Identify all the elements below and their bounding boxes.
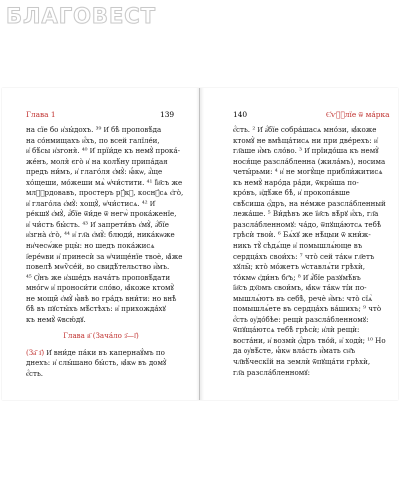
text-line: разсла́бленномꙋ: ча́до, ѿпꙋща́ютсѧ тебѣ̀: [233, 219, 382, 229]
page-number: 140: [233, 110, 248, 119]
text-line: чл҃вѣ́ческїй на землѝ ѿпꙋща́ти грѣхѝ,: [233, 357, 371, 367]
text-line: и҆ глаго́ла є҆мꙋ̀: хощꙋ̀, ѡ҆чи́стисѧ. ⁴² И҆: [26, 198, 155, 208]
text-line: є҆́сть.: [26, 369, 44, 379]
text-line: то́кмѡ є҆ди́нъ бг҃ъ; ⁸ И҆ а҆́бїе разꙋмѣ́въ: [233, 272, 361, 282]
text-line: гл҃аше и҆̀мъ сло́во. ³ И҆ прїидо́ша къ немꙋ̀: [233, 146, 379, 156]
text-line: гл҃а разсла́бленномꙋ:: [233, 367, 311, 377]
text-line: и҆згна̀ є҆го̀, ⁴⁴ и҆ гл҃а є҆мꙋ̀: блюди́, ника́кѡже: [26, 230, 175, 240]
text-line: и҆ бѣ́сы и҆згоня̀. ⁴⁰ И҆ прїи́де къ немꙋ̀ прока́-: [26, 146, 181, 156]
text-line: грѣсѝ твоѝ. ⁶ Бѧ́хꙋ же нѣ́цыи ѿ кни́ж-: [233, 230, 371, 240]
text-line: мно́гѡ и҆ проноси́ти сло́во, ꙗ҆́коже ктомꙋ̀: [26, 283, 174, 293]
page-number: 139: [160, 110, 175, 119]
right-page: [200, 88, 398, 400]
text-line-rest: И҆ вни́де па́ки въ капернаꙋ́мъ по: [44, 347, 165, 357]
text-line: на сїе бо и҆зы́дохъ. ³⁹ И҆ бѣ̀ проповѣ́да: [26, 125, 162, 134]
text-line: днехъ: и҆ слы́шано бы́сть, ꙗ҆́кѡ въ домꙋ̀: [26, 358, 167, 368]
text-line: ѿпꙋща́ютсѧ тебѣ̀ грѣсѝ; и҆лѝ рещѝ:: [233, 325, 360, 335]
text-line: ї҆и҃съ дх҃омъ свои́мъ, ꙗ҆́кѡ та́кѡ ті́и по-: [233, 283, 367, 293]
text-line: никъ тꙋ̀ сѣдѧ́ще и҆ помышлѧ́юще въ: [233, 241, 363, 251]
text-line: хꙋлы̑; кто̀ мо́жетъ ѡ҆ставлѧ́ти грѣхѝ,: [233, 262, 365, 272]
text-line: млⷭ҇рдовавъ, простеръ рꙋ́кꙋ, коснꙋ́сѧ є҆го̀,: [26, 188, 184, 198]
text-line: бѣ̀ въ пꙋсты́хъ мѣ́стѣхъ: и҆ прихожда́хꙋ: [26, 304, 166, 314]
text-line: ктомꙋ̀ не вмѣща́тисѧ ни при две́рехъ: и҆: [233, 135, 378, 145]
left-page-text: [26, 125, 184, 380]
text-line: предъ ни́мъ, и҆ глаго́ля є҆мꙋ̀: ꙗ҆́кѡ, а҆́ще: [26, 167, 163, 177]
text-line: і҆ере́ѡви и҆ принесѝ за ѡ҆чище́нїе твоѐ, ꙗ҆̀же: [26, 251, 183, 261]
text-line: воста́ни, и҆ возмѝ ѻ҆́дръ тво́й, и҆ ходѝ; ¹⁰ Но: [233, 335, 386, 345]
book-gutter: [196, 88, 204, 400]
text-line: хо́щеши, мо́жеши мѧ̀ ѡ҆чи́стити. ⁴¹ Ї҆и҃съ же: [26, 177, 183, 187]
text-line: свѣ́сиша ѻ҆́дръ, на не́мже разсла́бленный: [233, 198, 386, 208]
text-line: є҆́сть. ² И҆ а҆́бїе собра́шасѧ мно́зи, ꙗ҆́коже: [233, 125, 377, 134]
text-line: четы́рьми: ⁴ и҆ не могꙋ́ще прибли́житисѧ: [233, 167, 383, 177]
text-line: и҆ чи́стъ бы́сть. ⁴³ И҆ запрети́въ є҆мꙋ̀, а҆́бїе: [26, 219, 169, 229]
chapter-title: Глава в҃ (Зача́ло з҃—і҃): [63, 331, 139, 341]
text-line: мышлѧ́ютъ въ себѣ̀, речѐ и҆̀мъ: что̀ сїѧ̀: [233, 293, 373, 303]
chapter-heading: Глава 1: [26, 110, 56, 119]
text-line: ре́кшꙋ є҆мꙋ̀, а҆́бїе ѿи́де ѿ негѡ̀ прока́женїе,: [26, 209, 177, 219]
reading-marker: (За҄ з҃): [26, 347, 45, 357]
text-line: ⁴⁵ Ѻ҆́нъ же и҆зше́дъ нача́тъ проповѣ́дати: [26, 272, 171, 282]
watermark-logo: БЛАГОВЕСТ: [6, 4, 157, 28]
text-line: къ немꙋ̀ ѿвсю́дꙋ.: [26, 314, 86, 324]
text-line: кро́въ, и҆дѣ́же бѣ̀, и҆ прокопа́вше: [233, 188, 350, 198]
open-book: [2, 88, 398, 400]
text-line: ни҆чесѡ́же рцы̀: но шедъ пока́жисѧ: [26, 241, 155, 251]
text-line: є҆́сть ᲂу҆до́бѣе: рещѝ разсла́бленномꙋ:: [233, 314, 369, 324]
left-page: [2, 88, 200, 400]
text-line: на со́нмищахъ и҆́хъ, по всей галїле́и,: [26, 135, 160, 145]
text-line: лежа́ше. ⁵ Ви́дѣвъ же ї҆и҃съ вѣ́рꙋ и҆́хъ, гл҃а: [233, 209, 379, 219]
text-line: же́нъ, моля̀ єго̀ и҆ на колѣ́ну припа́дая: [26, 156, 168, 166]
text-line: къ немꙋ̀ наро́да ра́ди, ѿкры́ша по-: [233, 177, 359, 187]
running-title: Є҆ѵⷢ҇лїе ѿ ма́рка: [326, 110, 390, 119]
text-line: [26, 348, 176, 359]
text-line: нося́ще разсла́бленна (жила́мъ), носима: [233, 156, 386, 166]
text-line: да ᲂу҆вѣ́сте, ꙗ҆́кѡ вла́сть и҆́мать сн҃ъ: [233, 346, 356, 356]
text-line: сердца́хъ свои́хъ: ⁷ что̀ сей та́кѡ гл҃етъ: [233, 251, 375, 261]
text-line: помышлѧ́ете въ сердца́хъ ва́шихъ; ⁹ что̀: [233, 304, 382, 314]
right-page-text: [233, 125, 386, 378]
text-line: повелѣ̀ мѡѷсе́й, во свидѣ́тельство и҆̀мъ.: [26, 262, 170, 272]
text-line: не мощи̑ є҆мꙋ̀ ꙗ҆̀вѣ во гра́дъ вни́ти: но внѣ̀: [26, 293, 177, 303]
